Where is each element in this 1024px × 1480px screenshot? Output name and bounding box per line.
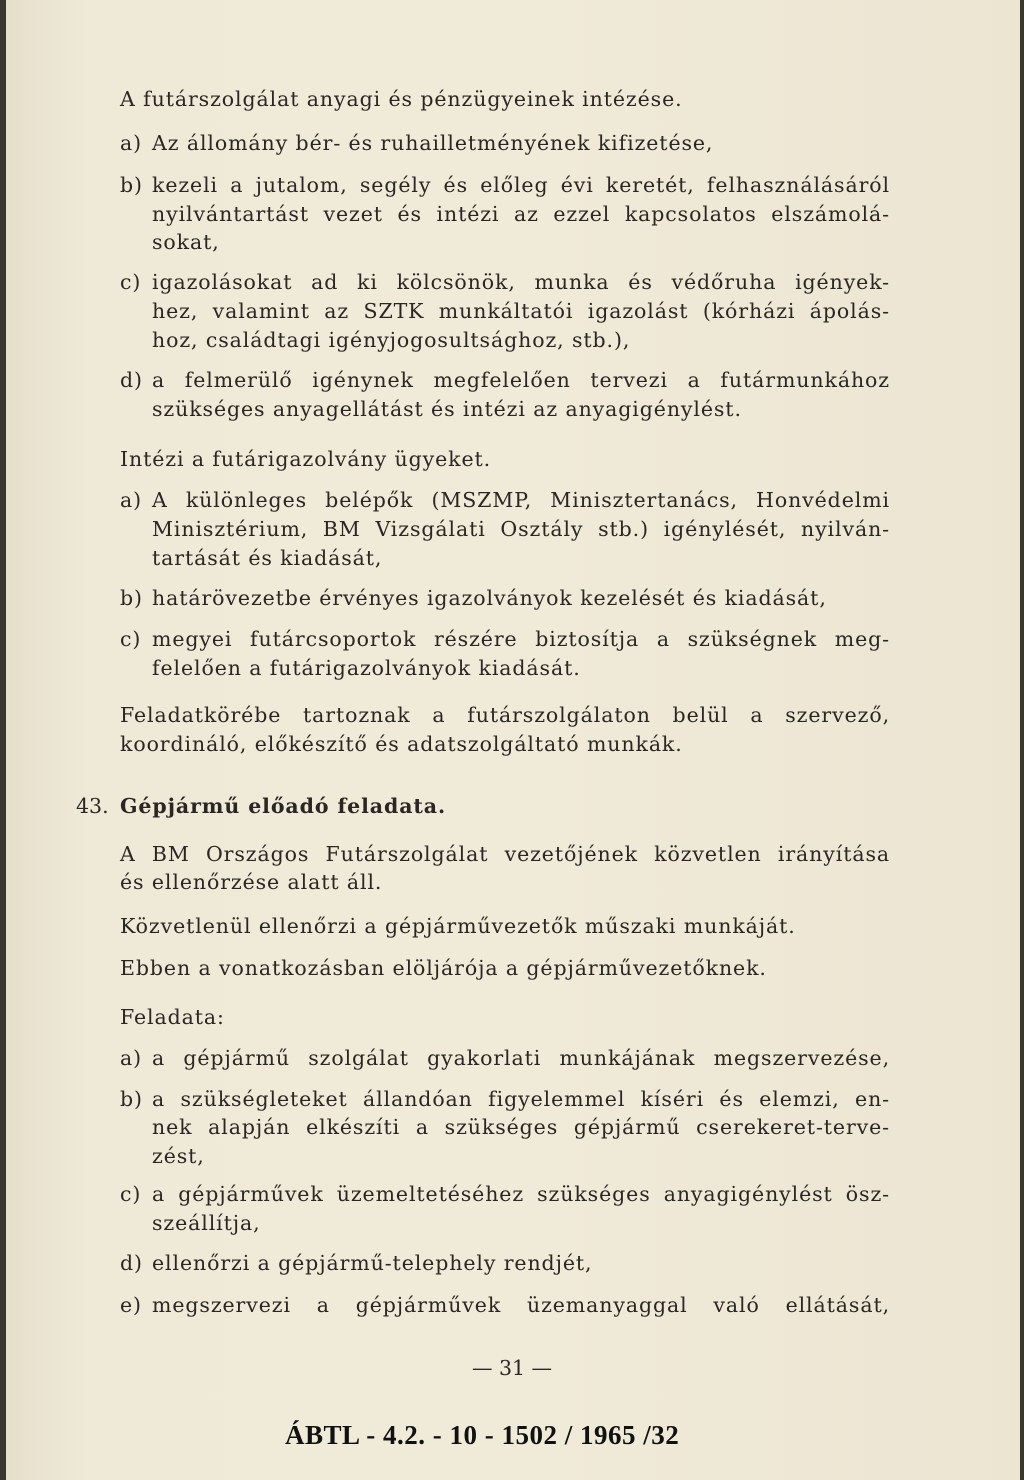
list2-c-line2: felelően a futárigazolványok kiadását. (152, 656, 581, 680)
list3-d-line1: ellenőrzi a gépjármű-telephely rendjét, (152, 1251, 593, 1275)
list1-b-line1: kezeli a jutalom, segély és előleg évi keretét, felhasználásáról (152, 173, 890, 197)
list2-c-label: c) (120, 627, 142, 651)
list1-b-line3: sokat, (152, 230, 220, 254)
list2-b-line1: határövezetbe érvényes igazolványok kezelését és kiadását, (152, 586, 827, 610)
list2-a-line2: Minisztérium, BM Vizsgálati Osztály stb.) igénylését, nyilván- (152, 517, 890, 541)
list1-c-label: c) (120, 270, 142, 294)
list1-a-line1: Az állomány bér- és ruhailletményének kifizetése, (152, 131, 714, 155)
list3-c-line2: szeállítja, (152, 1211, 261, 1235)
para-feladatkor-line2: koordináló, előkészítő és adatszolgáltató munkák. (120, 732, 683, 756)
list3-b-line2: nek alapján elkészíti a szükséges gépjármű cserekeret-terve- (152, 1115, 890, 1139)
list1-b-label: b) (120, 173, 143, 197)
list3-a-label: a) (120, 1046, 143, 1070)
page-number: — 31 — (471, 1356, 553, 1380)
list1-b-line2: nyilvántartást vezet és intézi az ezzel kapcsolatos elszámolá- (152, 202, 890, 226)
section-title: Gépjármű előadó feladata. (120, 794, 446, 818)
list1-c-line1: igazolásokat ad ki kölcsönök, munka és védőruha igények- (152, 270, 890, 294)
para-eloljaro: Ebben a vonatkozásban elöljárója a gépjárművezetőknek. (120, 956, 767, 980)
feladata-heading: Feladata: (120, 1005, 225, 1029)
list3-e-line1: megszervezi a gépjárművek üzemanyaggal való ellátását, (152, 1293, 890, 1317)
list3-e-label: e) (120, 1293, 142, 1317)
para-ellenorzi: Közvetlenül ellenőrzi a gépjárművezetők műszaki munkáját. (120, 914, 796, 938)
para-iranyitas-line1: A BM Országos Futárszolgálat vezetőjének közvetlen irányítása (120, 842, 890, 866)
list2-b-label: b) (120, 586, 143, 610)
para-futarigazolvany: Intézi a futárigazolvány ügyeket. (120, 447, 492, 471)
list1-d-line2: szükséges anyagellátást és intézi az anyagigénylést. (152, 397, 742, 421)
list1-c-line3: hoz, családtagi igényjogosultsághoz, stb.), (152, 328, 631, 352)
list3-b-line3: zést, (152, 1144, 205, 1168)
list1-d-line1: a felmerülő igénynek megfelelően tervezi a futármunkához (152, 368, 890, 392)
list2-a-label: a) (120, 488, 143, 512)
list3-c-label: c) (120, 1182, 142, 1206)
list3-d-label: d) (120, 1251, 143, 1275)
list3-b-label: b) (120, 1087, 143, 1111)
list3-c-line1: a gépjárművek üzemeltetéséhez szükséges anyagigénylést ösz- (152, 1182, 890, 1206)
archive-reference: ÁBTL - 4.2. - 10 - 1502 / 1965 /32 (285, 1420, 680, 1450)
list3-b-line1: a szükségleteket állandóan figyelemmel kíséri és elemzi, en- (152, 1087, 890, 1111)
intro-heading: A futárszolgálat anyagi és pénzügyeinek intézése. (120, 87, 683, 111)
list1-c-line2: hez, valamint az SZTK munkáltatói igazolást (kórházi ápolás- (152, 299, 890, 323)
para-feladatkor-line1: Feladatkörébe tartoznak a futárszolgálaton belül a szervező, (120, 703, 890, 727)
list2-a-line3: tartását és kiadását, (152, 546, 383, 570)
list2-a-line1: A különleges belépők (MSZMP, Minisztertanács, Honvédelmi (152, 488, 890, 512)
list1-a-label: a) (120, 131, 143, 155)
para-iranyitas-line2: és ellenőrzése alatt áll. (120, 870, 383, 894)
list3-a-line1: a gépjármű szolgálat gyakorlati munkájának megszervezése, (152, 1046, 890, 1070)
list2-c-line1: megyei futárcsoportok részére biztosítja a szükségnek meg- (152, 627, 890, 651)
section-number: 43. (76, 794, 109, 818)
list1-d-label: d) (120, 368, 143, 392)
